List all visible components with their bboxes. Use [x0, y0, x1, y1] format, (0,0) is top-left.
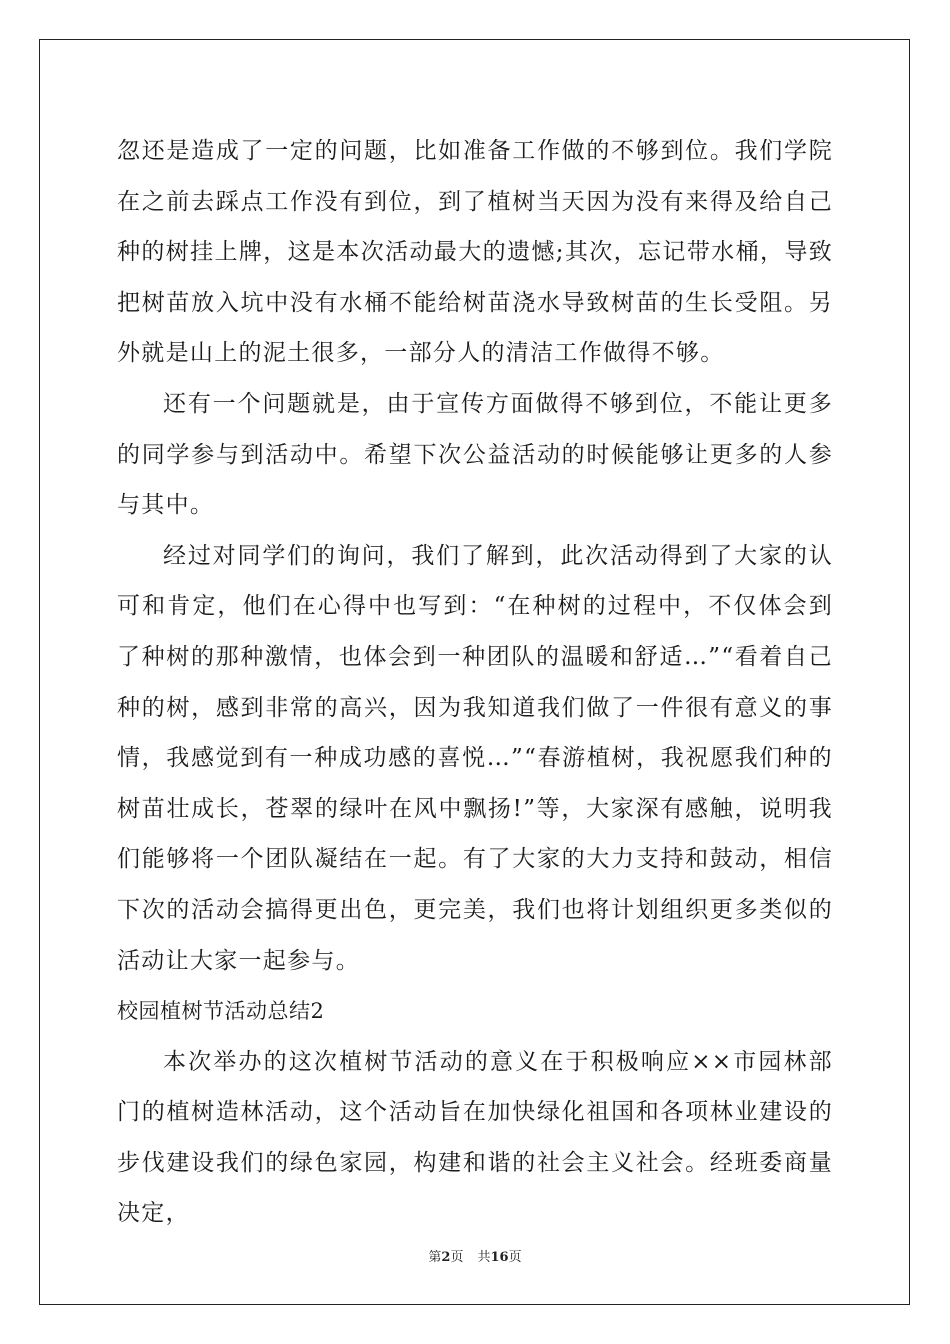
- paragraph-publicity-issue: 还有一个问题就是，由于宣传方面做得不够到位，不能让更多的同学参与到活动中。希望下次公益活动的时候能够让更多的人参与其中。: [117, 390, 833, 519]
- total-prefix: 共: [477, 1250, 491, 1265]
- paragraph-continued: 忽还是造成了一定的问题，比如准备工作做的不够到位。我们学院在之前去踩点工作没有到位，到了植树当天因为没有来得及给自己种的树挂上牌，这是本次活动最大的遗憾;其次，忘记带水桶，导致把树苗放入坑中没有水桶不能给树苗浇水导致树苗的生长受阻。另外就是山上的泥土很多，一部分人的清洁工作做得不够。: [117, 138, 833, 367]
- total-pages: 16: [490, 1250, 509, 1265]
- page-suffix: 页: [450, 1250, 464, 1265]
- paragraph-section-intro: 本次举办的这次植树节活动的意义在于积极响应××市园林部门的植树造林活动，这个活动旨在加快绿化祖国和各项林业建设的步伐建设我们的绿色家园，构建和谐的社会主义社会。经班委商量决定，: [117, 1048, 833, 1227]
- page-footer: [0, 1248, 950, 1268]
- total-suffix: 页: [508, 1250, 522, 1265]
- document-body: [117, 126, 833, 1239]
- page-number: 2: [441, 1250, 451, 1265]
- section-heading: 校园植树节活动总结2: [117, 999, 325, 1024]
- paragraph-feedback: 经过对同学们的询问，我们了解到，此次活动得到了大家的认可和肯定，他们在心得中也写到：“在种树的过程中，不仅体会到了种树的那种激情，也体会到一种团队的温暖和舒适…”“看着自己种的树，感到非常的高兴，因为我知道我们做了一件很有意义的事情，我感觉到有一种成功感的喜悦…”“春游植树，我祝愿我们种的树苗壮成长，苍翠的绿叶在风中飘扬!”等，大家深有感触，说明我们能够将一个团队凝结在一起。有了大家的大力支持和鼓动，相信下次的活动会搞得更出色，更完美，我们也将计划组织更多类似的活动让大家一起参与。: [117, 542, 833, 974]
- page-prefix: 第: [428, 1250, 442, 1265]
